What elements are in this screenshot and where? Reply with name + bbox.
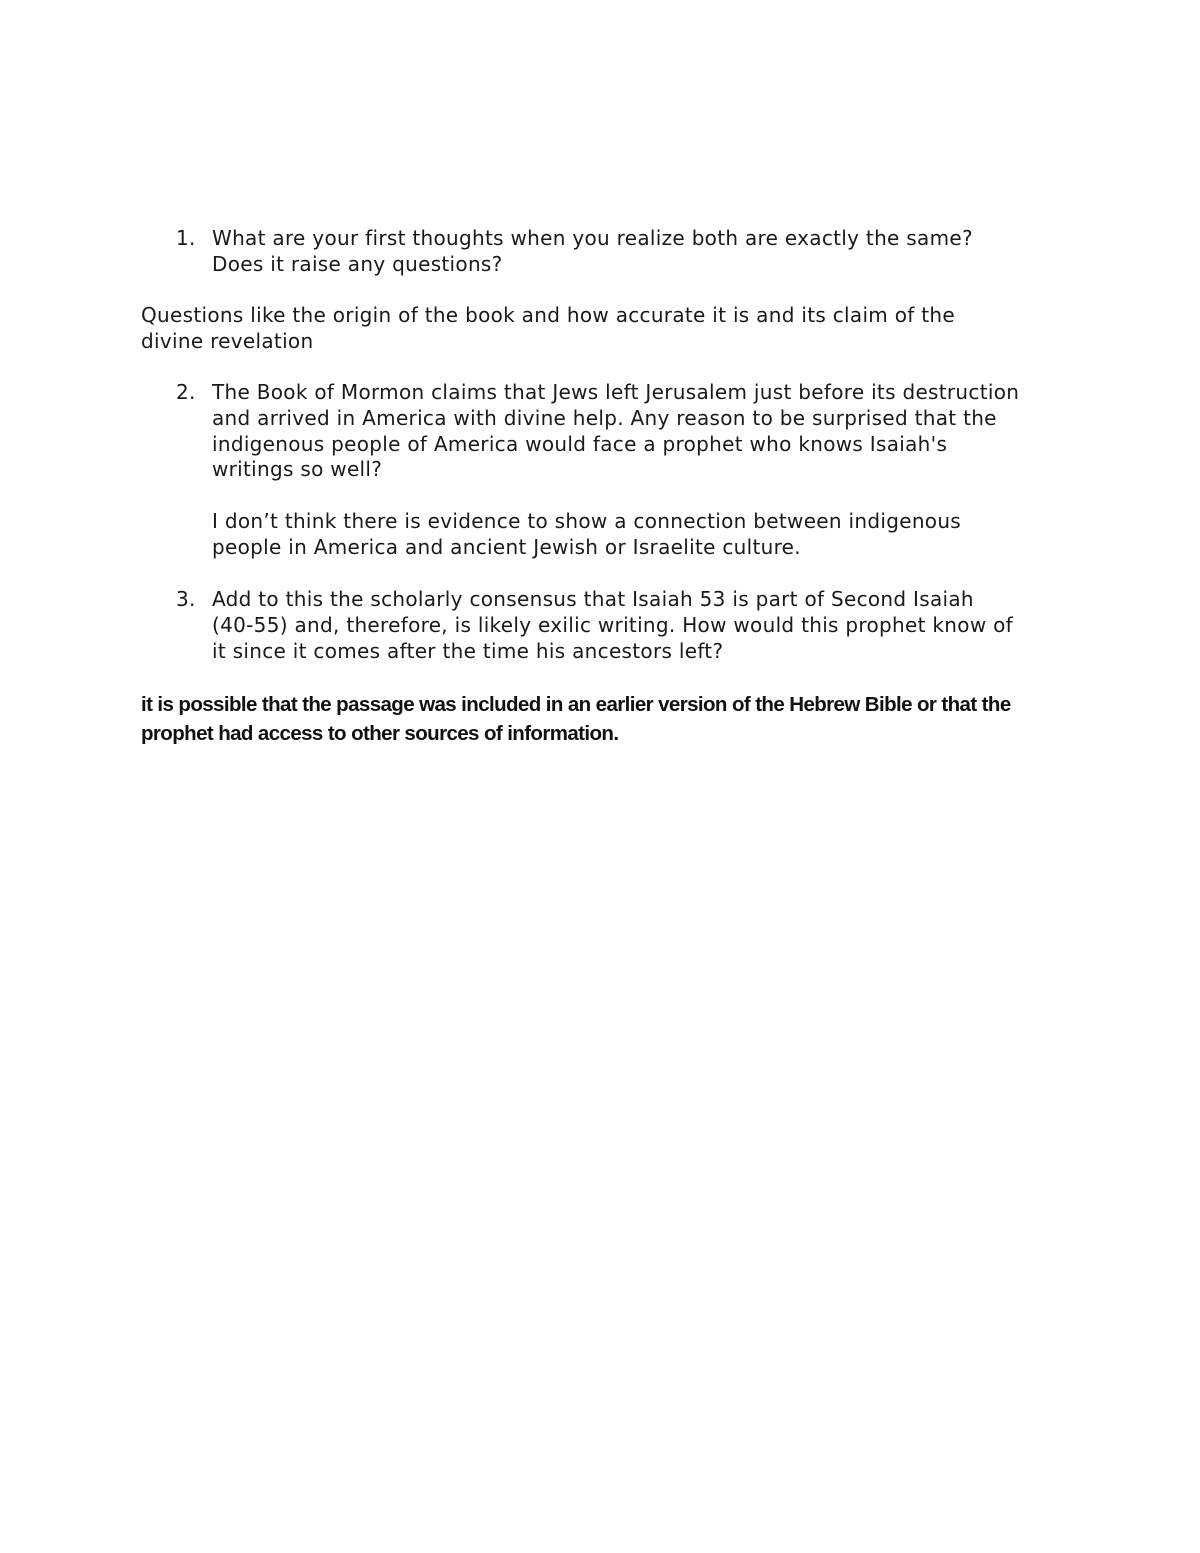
question-number: 1. — [176, 226, 196, 250]
question-number: 3. — [176, 587, 196, 611]
question-text: The Book of Mormon claims that Jews left Jerusalem just before its destruction and arrived in America with divine help. Any reason to be surprised that the indigenous people of America would face a prophet who knows Isaiah's writings so well? — [212, 380, 1020, 482]
question-text: Add to this the scholarly consensus that Isaiah 53 is part of Second Isaiah (40-55) and, therefore, is likely exilic writing. How would this prophet know of it since it comes after the time his ancestors left? — [212, 587, 1014, 663]
question-number: 2. — [176, 380, 196, 404]
answer-3: it is possible that the passage was included in an earlier version of the Hebrew Bible or that the prophet had access to other sources of information. — [141, 693, 1011, 745]
answer-1: Questions like the origin of the book and how accurate it is and its claim of the divine revelation — [141, 303, 956, 353]
answer-2: I don’t think there is evidence to show a connection between indigenous people in America and ancient Jewish or Israelite culture. — [212, 509, 962, 559]
question-text: What are your first thoughts when you realize both are exactly the same? Does it raise any questions? — [212, 226, 973, 276]
